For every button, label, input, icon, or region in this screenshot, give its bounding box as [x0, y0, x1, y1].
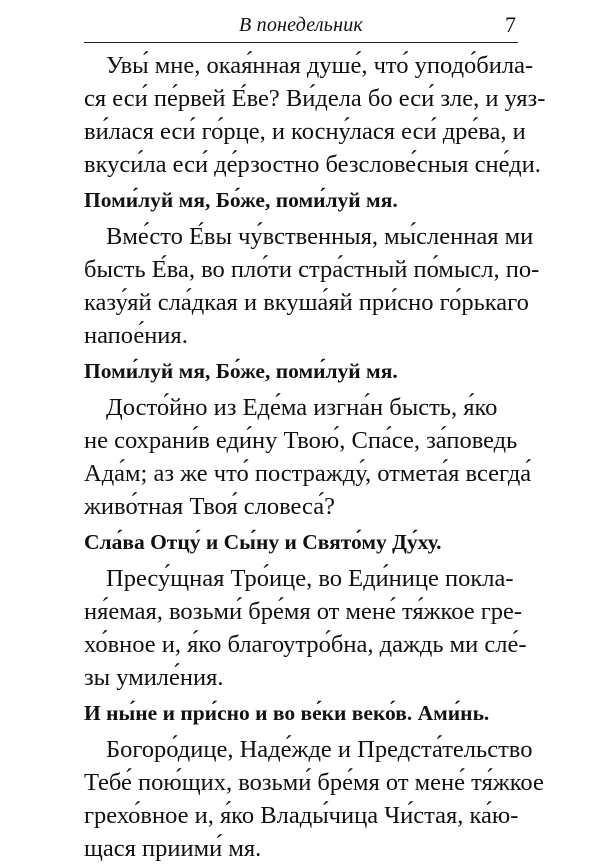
text-body: [84, 49, 546, 865]
running-header: [84, 12, 518, 43]
text-line: казу́яй сла́дкая и вкуша́яй при́сно го́рькаго: [84, 289, 529, 316]
refrain: Поми́луй мя, Бо́же, поми́луй мя.: [84, 188, 398, 212]
text-line: Досто́йно из Еде́ма изгна́н бысть, я́ко: [106, 394, 498, 421]
text-line: хо́вное и, я́ко благоутро́бна, даждь ми сле́-: [84, 631, 527, 658]
page-number: 7: [505, 12, 516, 37]
troparion-verse: [84, 220, 540, 352]
text-line: зы умиле́ния.: [84, 664, 224, 691]
text-line: ви́лася еси́ го́рце, и косну́лася еси́ дре́ва, и: [84, 118, 526, 145]
troparion-verse: [84, 49, 546, 181]
text-line: напое́ния.: [84, 322, 188, 349]
troparion-verse: [84, 391, 532, 523]
text-line: живо́тная Твоя́ словеса́?: [84, 493, 335, 520]
refrain: И ны́не и при́сно и во ве́ки веко́в. Ами́нь.: [84, 701, 490, 725]
running-title: В понедельник: [239, 14, 363, 36]
text-line: не сохрани́в еди́ну Твою́, Спа́се, за́поведь: [84, 427, 518, 454]
text-line: щася приими́ мя.: [84, 835, 262, 862]
troparion-verse: [84, 733, 544, 865]
text-line: вкуси́ла еси́ де́рзостно безслове́сныя сне́ди.: [84, 151, 541, 178]
text-line: ся еси́ пе́рвей Е́ве? Ви́дела бо еси́ зле, и уяз-: [84, 85, 546, 112]
text-line: ня́емая, возьми́ бре́мя от мене́ тя́жкое гре-: [84, 598, 523, 625]
text-line: грехо́вное и, я́ко Влады́чица Чи́стая, ка́ю-: [84, 802, 519, 829]
text-line: Ада́м; аз же что́ постражду́, отмета́я всегда́: [84, 460, 532, 487]
troparion-verse: [84, 562, 527, 694]
text-line: Увы́ мне, окая́нная душе́, что́ уподо́била-: [106, 52, 534, 79]
text-line: Тебе́ пою́щих, возьми́ бре́мя от мене́ тя́жкое: [84, 769, 544, 796]
refrain: Сла́ва Отцу́ и Сы́ну и Свято́му Ду́ху.: [84, 530, 442, 554]
text-line: бысть Е́ва, во пло́ти стра́стный по́мысл, по-: [84, 256, 540, 283]
refrain: Поми́луй мя, Бо́же, поми́луй мя.: [84, 359, 398, 383]
text-line: Богоро́дице, Наде́жде и Предста́тельство: [106, 736, 533, 763]
text-line: Вме́сто Е́вы чу́вственныя, мы́сленная ми: [106, 223, 534, 250]
text-line: Пресу́щная Тро́ице, во Еди́нице покла-: [106, 565, 514, 592]
